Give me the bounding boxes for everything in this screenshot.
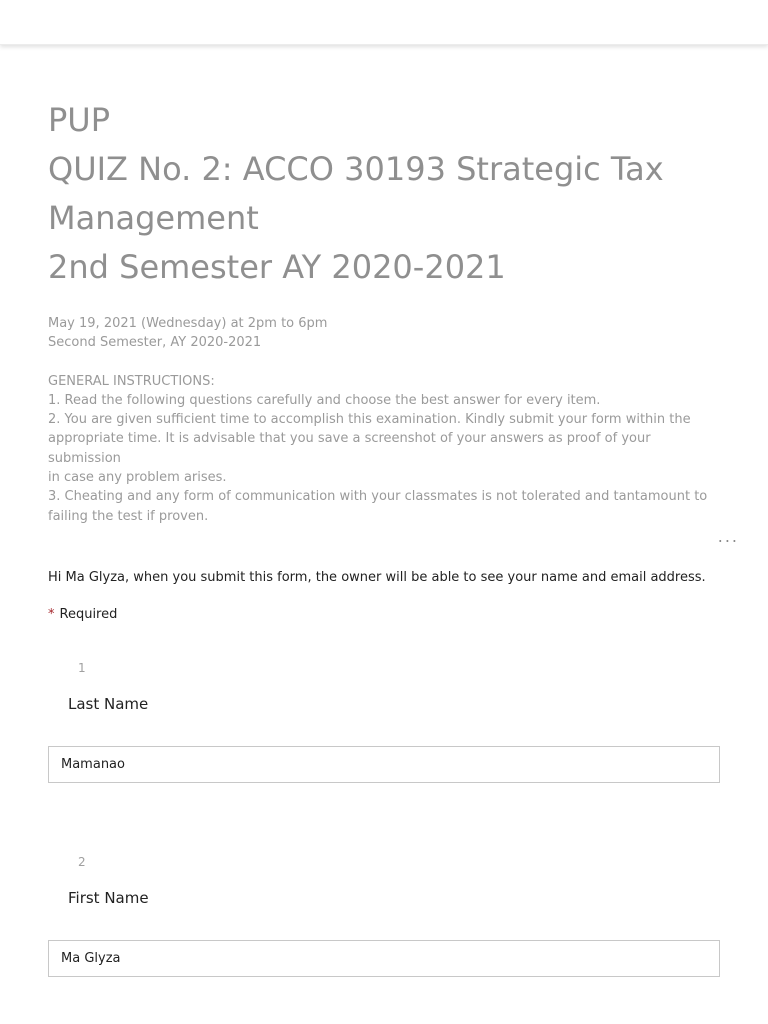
description-line: in case any problem arises. [48, 470, 227, 486]
question-title: Last Name [68, 695, 149, 713]
question-title: First Name [68, 889, 149, 907]
first-name-input[interactable] [48, 940, 720, 977]
description-line: GENERAL INSTRUCTIONS: [48, 373, 215, 389]
form-header [48, 44, 720, 526]
required-star: * [48, 607, 55, 622]
required-note [48, 606, 117, 624]
submission-notice: Hi Ma Glyza, when you submit this form, the owner will be able to see your name and email address. [48, 570, 706, 585]
top-bar [0, 0, 768, 45]
form-title-line: 2nd Semester AY 2020-2021 [48, 248, 506, 286]
description-line: May 19, 2021 (Wednesday) at 2pm to 6pm [48, 316, 328, 331]
required-label: Required [59, 607, 118, 622]
description-line: appropriate time. It is advisable that you save a screenshot of your answers as proof of your submission [48, 431, 651, 466]
description-line [48, 353, 720, 372]
description-line: Second Semester, AY 2020-2021 [48, 335, 262, 351]
question-number: 2 [78, 855, 86, 869]
last-name-input[interactable] [48, 746, 720, 783]
description-line: 3. Cheating and any form of communication with your classmates is not tolerated and tantamount to [48, 489, 708, 505]
description-line: failing the test if proven. [48, 508, 209, 524]
form-title-line: QUIZ No. 2: ACCO 30193 Strategic Tax [48, 150, 664, 188]
form-description [48, 314, 720, 526]
form-title [48, 96, 720, 292]
question-number: 1 [78, 661, 86, 675]
form-title-line: PUP [48, 101, 111, 139]
description-line: 2. You are given sufficient time to accomplish this examination. Kindly submit your form within the [48, 412, 691, 428]
description-line: 1. Read the following questions carefully and choose the best answer for every item. [48, 392, 601, 408]
more-options-button[interactable]: ... [717, 527, 739, 546]
form-title-line: Management [48, 199, 259, 237]
